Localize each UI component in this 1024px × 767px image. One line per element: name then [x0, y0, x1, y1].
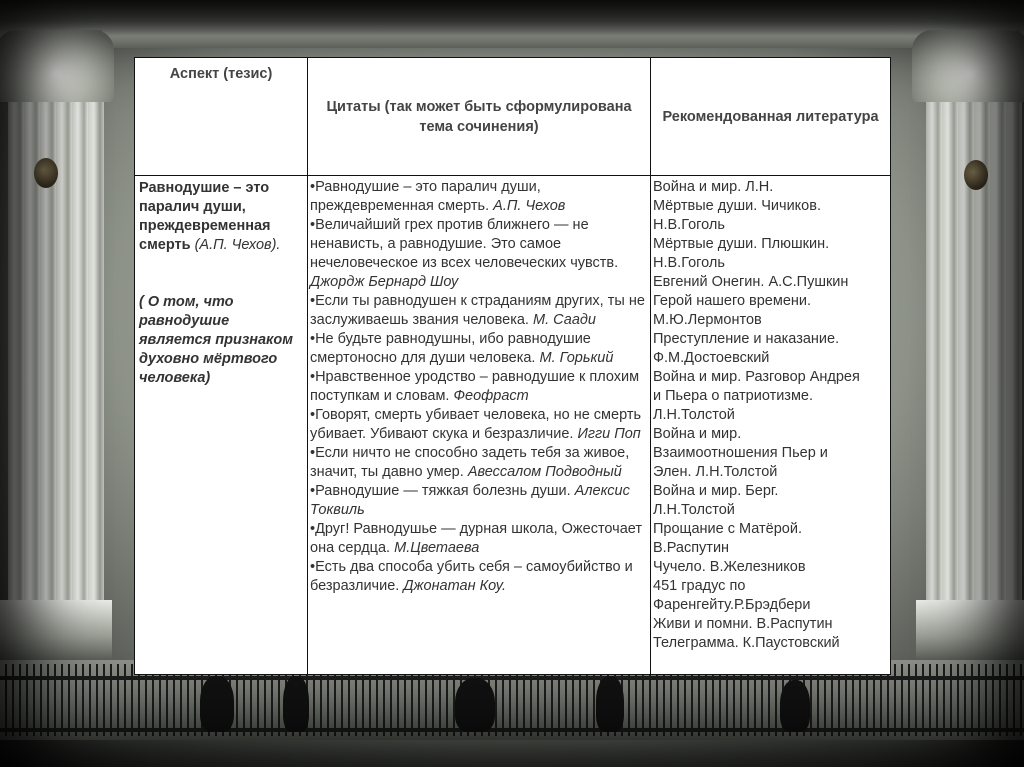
quote-item: [310, 520, 648, 558]
quote-author: Феофраст: [453, 388, 529, 404]
literature-item: Живи и помни. В.Распутин: [653, 616, 833, 632]
quotes-cell: [308, 176, 651, 675]
literature-item: Мёртвые души. Чичиков.: [653, 198, 821, 214]
quote-author: Джордж Бернард Шоу: [310, 274, 459, 290]
quote-author: А.П. Чехов: [493, 198, 566, 214]
quote-author: Игги Поп: [577, 426, 641, 442]
literature-item: Мёртвые души. Плюшкин.: [653, 236, 830, 252]
content-row: [135, 176, 891, 675]
quote-author: Алексис Токвиль: [310, 483, 630, 518]
quote-text: •Если ты равнодушен к страданиям других, ты не заслуживаешь звания человека.: [310, 293, 645, 328]
literature-item: Взаимоотношения Пьер и: [653, 445, 828, 461]
thesis-text: [139, 179, 304, 255]
quote-item: [310, 406, 648, 444]
literature-cell: [651, 176, 891, 675]
quote-text: •Если ничто не способно задеть тебя за живое, значит, ты давно умер.: [310, 445, 630, 480]
quote-text: •Равнодушие — тяжкая болезнь души.: [310, 483, 571, 499]
quote-item: [310, 178, 648, 216]
literature-item: 451 градус по: [653, 578, 746, 594]
quote-author: М. Горький: [539, 350, 614, 366]
quote-text: •Друг! Равнодушье — дурная школа, Ожесточает она сердца.: [310, 521, 643, 556]
quote-text: •Есть два способа убить себя – самоубийство и безразличие.: [310, 559, 633, 594]
header-quotes: [308, 58, 651, 176]
literature-item: В.Распутин: [653, 540, 730, 556]
literature-item: Фаренгейту.Р.Брэдбери: [653, 597, 811, 613]
quote-text: •Равнодушие – это паралич души, преждевременная смерть.: [310, 179, 541, 214]
quote-item: [310, 368, 648, 406]
literature-item: Война и мир. Разговор Андрея: [653, 369, 860, 385]
quote-item: [310, 292, 648, 330]
literature-item: и Пьера о патриотизме.: [653, 388, 814, 404]
literature-item: Н.В.Гоголь: [653, 255, 725, 271]
literature-item: Война и мир. Л.Н.: [653, 179, 774, 195]
literature-list: [653, 178, 888, 653]
quote-item: [310, 482, 648, 520]
header-literature-label: Рекомендованная литература: [662, 108, 879, 125]
literature-item: Л.Н.Толстой: [653, 407, 735, 423]
literature-item: Герой нашего времени.: [653, 293, 812, 309]
quotes-list: [310, 178, 648, 596]
literature-item: Прощание с Матёрой.: [653, 521, 802, 537]
quote-item: [310, 216, 648, 292]
literature-item: Элен. Л.Н.Толстой: [653, 464, 778, 480]
literature-item: Телеграмма. К.Паустовский: [653, 635, 840, 651]
header-literature: [651, 58, 891, 176]
literature-item: Ф.М.Достоевский: [653, 350, 770, 366]
literature-item: Чучело. В.Железников: [653, 559, 806, 575]
essay-table: [134, 57, 891, 675]
header-aspect: [135, 58, 308, 176]
quote-text: •Величайший грех против ближнего — не ненависть, а равнодушие. Это самое нечеловеческое из всех человеческих чувств.: [310, 217, 619, 271]
aspect-cell: [135, 176, 308, 675]
quote-item: [310, 444, 648, 482]
quote-author: Авессалом Подводный: [467, 464, 622, 480]
literature-item: М.Ю.Лермонтов: [653, 312, 762, 328]
header-row: [135, 58, 891, 176]
quote-author: Джонатан Коу.: [403, 578, 507, 594]
thesis-main: Равнодушие – это паралич души, преждевременная смерть: [139, 180, 271, 253]
header-quotes-label: Цитаты (так может быть сформулирована тема сочинения): [326, 98, 632, 135]
literature-item: Война и мир. Берг.: [653, 483, 779, 499]
literature-item: Л.Н.Толстой: [653, 502, 735, 518]
literature-item: Евгений Онегин. А.С.Пушкин: [653, 274, 849, 290]
quote-item: [310, 330, 648, 368]
header-aspect-label: Аспект (тезис): [169, 66, 273, 82]
thesis-note: ( О том, что равнодушие является признаком духовно мёртвого человека): [139, 294, 293, 386]
literature-item: Война и мир.: [653, 426, 742, 442]
thesis-author: (А.П. Чехов).: [194, 237, 281, 253]
literature-item: Н.В.Гоголь: [653, 217, 725, 233]
quote-text: •Говорят, смерть убивает человека, но не смерть убивает. Убивают скука и безразличие.: [310, 407, 642, 442]
quote-text: •Нравственное уродство – равнодушие к плохим поступкам и словам.: [310, 369, 640, 404]
quote-author: М. Саади: [532, 312, 596, 328]
quote-author: М.Цветаева: [394, 540, 480, 556]
quote-item: [310, 558, 648, 596]
quote-text: •Не будьте равнодушны, ибо равнодушие смертоносно для души человека.: [310, 331, 591, 366]
literature-item: Преступление и наказание.: [653, 331, 840, 347]
